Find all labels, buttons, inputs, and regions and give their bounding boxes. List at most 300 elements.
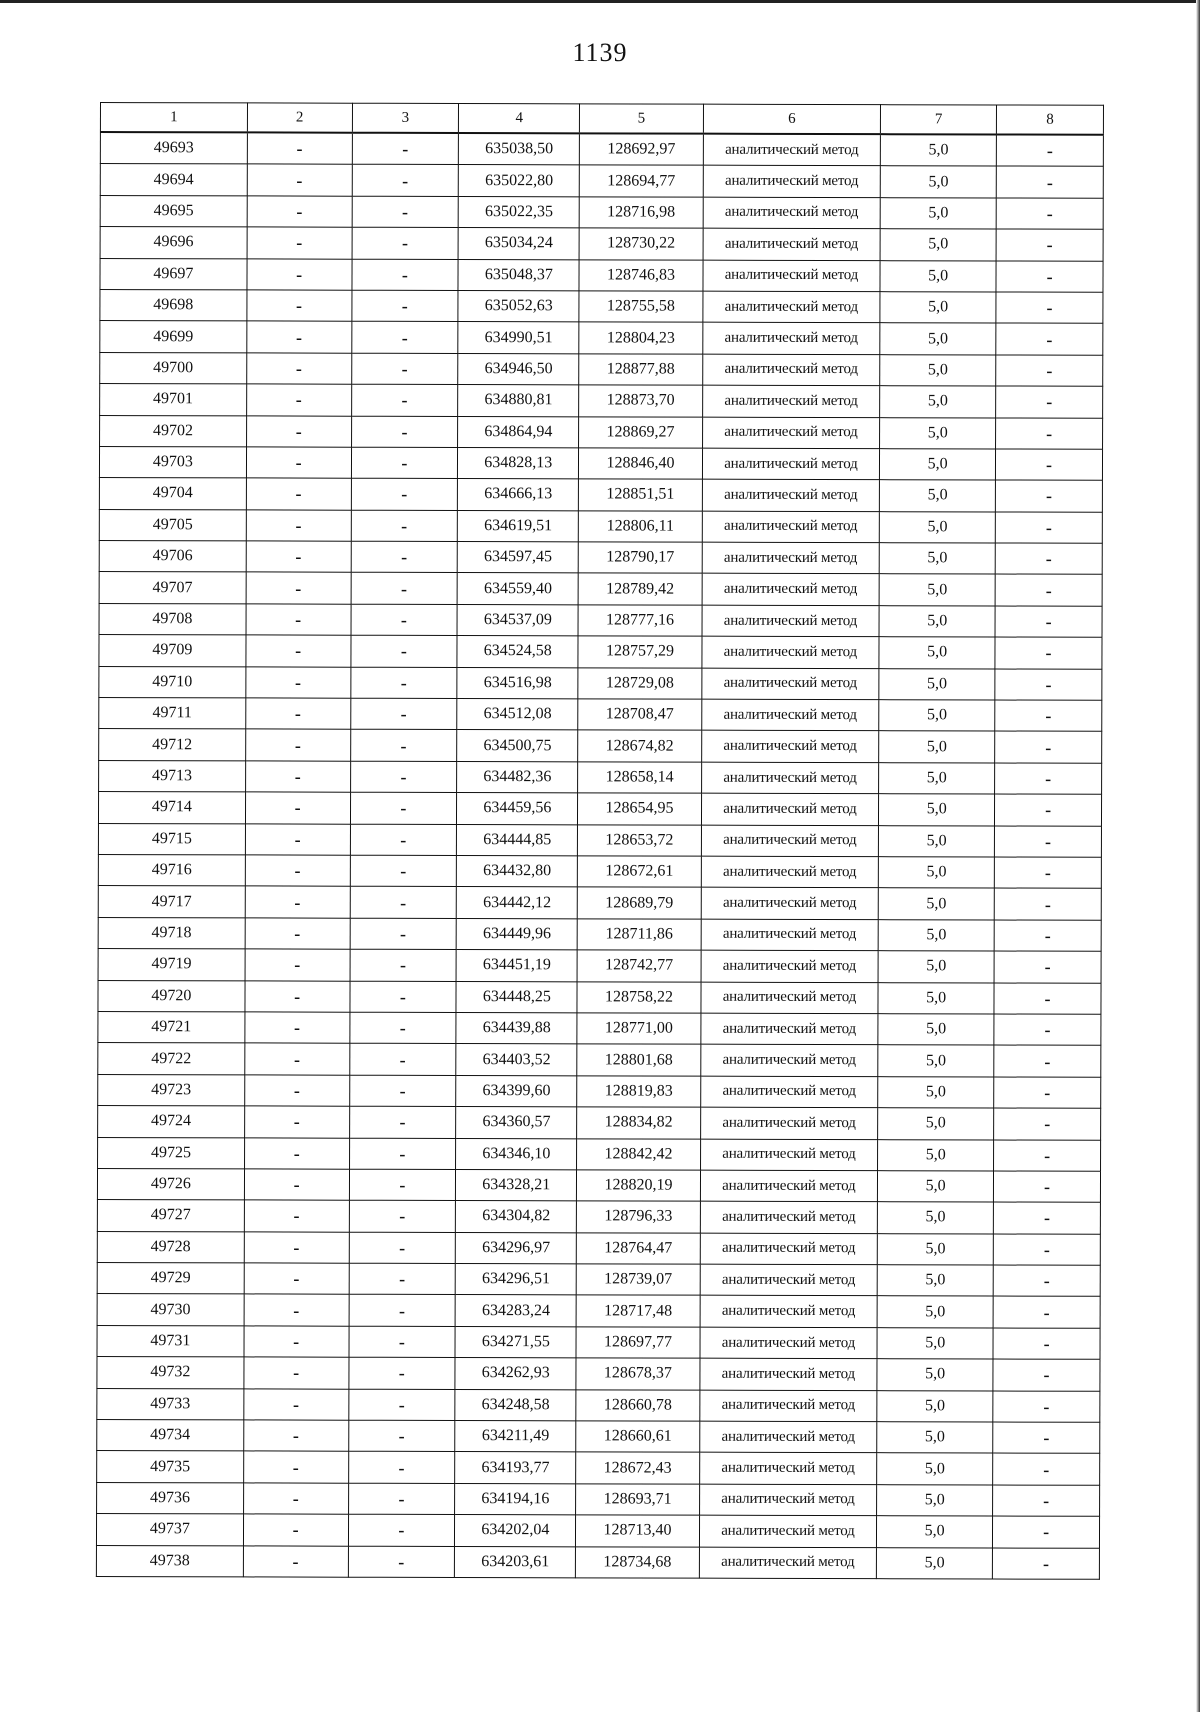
x-coordinate-cell: 634432,80 [457, 855, 578, 887]
col3-value-cell: - [350, 730, 457, 762]
table-row [100, 227, 1103, 261]
col8-value-cell: - [995, 512, 1102, 544]
method-cell: аналитический метод [702, 636, 880, 668]
method-cell: аналитический метод [701, 888, 879, 920]
accuracy-cell: 5,0 [877, 1328, 993, 1360]
col3-value-cell: - [350, 855, 457, 887]
accuracy-cell: 5,0 [879, 668, 995, 700]
col2-value-cell: - [246, 667, 351, 699]
method-cell: аналитический метод [702, 605, 880, 637]
col2-value-cell: - [243, 1483, 348, 1515]
col8-value-cell: - [994, 951, 1101, 983]
table-row [98, 1043, 1101, 1077]
x-coordinate-cell: 634262,93 [455, 1358, 576, 1390]
table-row [99, 572, 1102, 606]
y-coordinate-cell: 128697,77 [576, 1327, 699, 1359]
x-coordinate-cell: 634211,49 [455, 1421, 576, 1453]
col8-value-cell: - [996, 135, 1103, 167]
col3-value-cell: - [349, 1012, 456, 1044]
y-coordinate-cell: 128674,82 [578, 730, 701, 762]
col2-value-cell: - [246, 510, 351, 542]
table-row [98, 917, 1101, 951]
method-cell: аналитический метод [702, 385, 880, 417]
accuracy-cell: 5,0 [880, 417, 996, 449]
y-coordinate-cell: 128842,42 [577, 1138, 700, 1170]
accuracy-cell: 5,0 [880, 449, 996, 481]
col3-value-cell: - [351, 353, 458, 385]
col3-value-cell: - [349, 1044, 456, 1076]
col8-value-cell: - [996, 386, 1103, 418]
point-number-cell: 49712 [99, 729, 246, 761]
y-coordinate-cell: 128801,68 [577, 1044, 700, 1076]
col2-value-cell: - [244, 1106, 349, 1138]
col8-value-cell: - [994, 1202, 1101, 1234]
col3-value-cell: - [348, 1357, 455, 1389]
point-number-cell: 49697 [100, 258, 247, 290]
col3-value-cell: - [348, 1452, 455, 1484]
table-row [99, 446, 1102, 480]
scan-right-edge [1196, 0, 1200, 1712]
col8-value-cell: - [994, 857, 1101, 889]
col3-value-cell: - [349, 981, 456, 1013]
method-cell: аналитический метод [702, 542, 880, 574]
accuracy-cell: 5,0 [878, 919, 994, 951]
accuracy-cell: 5,0 [880, 134, 996, 166]
x-coordinate-cell: 634597,45 [457, 542, 578, 574]
col3-value-cell: - [350, 824, 457, 856]
point-number-cell: 49695 [100, 195, 247, 227]
col2-value-cell: - [246, 572, 351, 604]
x-coordinate-cell: 634666,13 [458, 479, 579, 511]
x-coordinate-cell: 634448,25 [456, 981, 577, 1013]
column-header-6: 6 [703, 104, 881, 134]
accuracy-cell: 5,0 [879, 731, 995, 763]
x-coordinate-cell: 635052,63 [458, 290, 579, 322]
y-coordinate-cell: 128730,22 [579, 228, 702, 260]
col8-value-cell: - [994, 983, 1101, 1015]
col2-value-cell: - [245, 980, 350, 1012]
table-row [100, 132, 1103, 167]
col2-value-cell: - [244, 1294, 349, 1326]
point-number-cell: 49719 [98, 949, 245, 981]
point-number-cell: 49720 [98, 980, 245, 1012]
method-cell: аналитический метод [702, 479, 880, 511]
col3-value-cell: - [350, 792, 457, 824]
col8-value-cell: - [993, 1548, 1100, 1580]
method-cell: аналитический метод [702, 448, 880, 480]
y-coordinate-cell: 128711,86 [578, 919, 701, 951]
col8-value-cell: - [996, 229, 1103, 261]
col2-value-cell: - [243, 1514, 348, 1546]
accuracy-cell: 5,0 [879, 574, 995, 606]
x-coordinate-cell: 634946,50 [458, 353, 579, 385]
method-cell: аналитический метод [703, 228, 881, 260]
col8-value-cell: - [994, 1014, 1101, 1046]
accuracy-cell: 5,0 [880, 480, 996, 512]
table-body [96, 132, 1103, 1579]
accuracy-cell: 5,0 [880, 292, 996, 324]
x-coordinate-cell: 634403,52 [456, 1044, 577, 1076]
point-number-cell: 49723 [98, 1074, 245, 1106]
x-coordinate-cell: 635034,24 [458, 228, 579, 260]
point-number-cell: 49708 [99, 603, 246, 635]
x-coordinate-cell: 634864,94 [458, 416, 579, 448]
x-coordinate-cell: 635022,35 [458, 196, 579, 228]
y-coordinate-cell: 128653,72 [578, 824, 701, 856]
x-coordinate-cell: 634559,40 [457, 573, 578, 605]
col8-value-cell: - [995, 700, 1102, 732]
y-coordinate-cell: 128692,97 [580, 133, 703, 165]
col8-value-cell: - [993, 1234, 1100, 1266]
method-cell: аналитический метод [699, 1390, 877, 1422]
point-number-cell: 49709 [99, 635, 246, 667]
y-coordinate-cell: 128869,27 [579, 416, 702, 448]
y-coordinate-cell: 128777,16 [578, 605, 701, 637]
y-coordinate-cell: 128734,68 [576, 1546, 699, 1578]
x-coordinate-cell: 634449,96 [456, 918, 577, 950]
x-coordinate-cell: 634296,97 [456, 1232, 577, 1264]
accuracy-cell: 5,0 [877, 1484, 993, 1516]
col3-value-cell: - [351, 541, 458, 573]
col3-value-cell: - [350, 667, 457, 699]
x-coordinate-cell: 634444,85 [457, 824, 578, 856]
col3-value-cell: - [351, 259, 458, 291]
point-number-cell: 49699 [100, 321, 247, 353]
table-header [100, 103, 1103, 135]
y-coordinate-cell: 128660,61 [576, 1421, 699, 1453]
col2-value-cell: - [243, 1545, 348, 1577]
col3-value-cell: - [348, 1420, 455, 1452]
accuracy-cell: 5,0 [880, 229, 996, 261]
method-cell: аналитический метод [699, 1547, 877, 1579]
x-coordinate-cell: 634459,56 [457, 793, 578, 825]
accuracy-cell: 5,0 [877, 1265, 993, 1297]
table-row [97, 1200, 1100, 1234]
point-number-cell: 49717 [98, 886, 245, 918]
y-coordinate-cell: 128764,47 [577, 1233, 700, 1265]
accuracy-cell: 5,0 [879, 543, 995, 575]
y-coordinate-cell: 128693,71 [576, 1484, 699, 1516]
method-cell: аналитический метод [699, 1421, 877, 1453]
method-cell: аналитический метод [701, 825, 879, 857]
point-number-cell: 49730 [97, 1294, 244, 1326]
col3-value-cell: - [350, 949, 457, 981]
accuracy-cell: 5,0 [880, 354, 996, 386]
col3-value-cell: - [348, 1483, 455, 1515]
method-cell: аналитический метод [701, 982, 879, 1014]
table-row [100, 258, 1103, 292]
col2-value-cell: - [244, 1420, 349, 1452]
method-cell: аналитический метод [701, 699, 879, 731]
col2-value-cell: - [246, 541, 351, 573]
point-number-cell: 49704 [99, 478, 246, 510]
table-row [98, 980, 1101, 1014]
y-coordinate-cell: 128716,98 [580, 197, 703, 229]
method-cell: аналитический метод [700, 1327, 878, 1359]
col3-value-cell: - [349, 1075, 456, 1107]
accuracy-cell: 5,0 [877, 1547, 993, 1579]
col8-value-cell: - [995, 763, 1102, 795]
accuracy-cell: 5,0 [878, 888, 994, 920]
x-coordinate-cell: 634193,77 [455, 1452, 576, 1484]
point-number-cell: 49716 [98, 854, 245, 886]
x-coordinate-cell: 634482,36 [457, 761, 578, 793]
x-coordinate-cell: 634439,88 [456, 1012, 577, 1044]
table-row [99, 509, 1102, 543]
point-number-cell: 49737 [96, 1514, 243, 1546]
col8-value-cell: - [995, 794, 1102, 826]
col2-value-cell: - [247, 227, 352, 259]
col8-value-cell: - [995, 669, 1102, 701]
table-row [97, 1294, 1100, 1328]
col8-value-cell: - [995, 543, 1102, 575]
col2-value-cell: - [246, 698, 351, 730]
method-cell: аналитический метод [700, 1076, 878, 1108]
col2-value-cell: - [244, 1389, 349, 1421]
x-coordinate-cell: 634346,10 [456, 1138, 577, 1170]
method-cell: аналитический метод [700, 1170, 878, 1202]
table-row [98, 949, 1101, 983]
table-row [98, 1074, 1101, 1108]
table-row [99, 635, 1102, 669]
point-number-cell: 49698 [100, 289, 247, 321]
col2-value-cell: - [247, 164, 352, 196]
col3-value-cell: - [351, 290, 458, 322]
x-coordinate-cell: 634360,57 [456, 1107, 577, 1139]
col8-value-cell: - [994, 1108, 1101, 1140]
col8-value-cell: - [995, 606, 1102, 638]
table-row [100, 164, 1103, 198]
point-number-cell: 49722 [98, 1043, 245, 1075]
x-coordinate-cell: 635048,37 [458, 259, 579, 291]
method-cell: аналитический метод [699, 1484, 877, 1516]
y-coordinate-cell: 128804,23 [579, 322, 702, 354]
col3-value-cell: - [348, 1326, 455, 1358]
method-cell: аналитический метод [702, 323, 880, 355]
scan-top-edge [0, 0, 1200, 3]
table-row [98, 823, 1101, 857]
x-coordinate-cell: 634399,60 [456, 1075, 577, 1107]
table-row [99, 760, 1102, 794]
col8-value-cell: - [993, 1328, 1100, 1360]
col8-value-cell: - [996, 198, 1103, 230]
table-row [97, 1263, 1100, 1297]
col2-value-cell: - [246, 635, 351, 667]
table-row [100, 321, 1103, 355]
table-row [98, 1011, 1101, 1045]
method-cell: аналитический метод [701, 731, 879, 763]
point-number-cell: 49715 [98, 823, 245, 855]
table-row [97, 1231, 1100, 1265]
y-coordinate-cell: 128672,43 [576, 1452, 699, 1484]
accuracy-cell: 5,0 [878, 1076, 994, 1108]
col2-value-cell: - [244, 1263, 349, 1295]
col8-value-cell: - [996, 166, 1103, 198]
method-cell: аналитический метод [703, 166, 881, 198]
point-number-cell: 49738 [96, 1545, 243, 1577]
col8-value-cell: - [993, 1359, 1100, 1391]
point-number-cell: 49694 [100, 164, 247, 196]
y-coordinate-cell: 128660,78 [576, 1389, 699, 1421]
col2-value-cell: - [247, 196, 352, 228]
header-row [100, 103, 1103, 135]
method-cell: аналитический метод [701, 856, 879, 888]
column-header-4: 4 [459, 104, 580, 134]
accuracy-cell: 5,0 [878, 1045, 994, 1077]
table-row [98, 886, 1101, 920]
method-cell: аналитический метод [703, 197, 881, 229]
x-coordinate-cell: 634283,24 [455, 1295, 576, 1327]
x-coordinate-cell: 634296,51 [455, 1264, 576, 1296]
point-number-cell: 49728 [97, 1231, 244, 1263]
accuracy-cell: 5,0 [877, 1359, 993, 1391]
point-number-cell: 49725 [98, 1137, 245, 1169]
point-number-cell: 49700 [100, 352, 247, 384]
y-coordinate-cell: 128654,95 [578, 793, 701, 825]
col3-value-cell: - [349, 1106, 456, 1138]
col2-value-cell: - [246, 384, 351, 416]
col2-value-cell: - [245, 1043, 350, 1075]
col2-value-cell: - [245, 949, 350, 981]
point-number-cell: 49703 [99, 446, 246, 478]
y-coordinate-cell: 128846,40 [579, 448, 702, 480]
col3-value-cell: - [351, 604, 458, 636]
x-coordinate-cell: 634828,13 [458, 447, 579, 479]
y-coordinate-cell: 128713,40 [576, 1515, 699, 1547]
point-number-cell: 49735 [97, 1451, 244, 1483]
page-number: 1139 [572, 38, 628, 67]
accuracy-cell: 5,0 [877, 1233, 993, 1265]
x-coordinate-cell: 635022,80 [459, 165, 580, 197]
y-coordinate-cell: 128742,77 [577, 950, 700, 982]
point-number-cell: 49714 [98, 792, 245, 824]
accuracy-cell: 5,0 [879, 700, 995, 732]
accuracy-cell: 5,0 [880, 386, 996, 418]
x-coordinate-cell: 634328,21 [456, 1169, 577, 1201]
col2-value-cell: - [243, 1451, 348, 1483]
x-coordinate-cell: 634194,16 [455, 1483, 576, 1515]
table-row [99, 603, 1102, 637]
col3-value-cell: - [351, 510, 458, 542]
method-cell: аналитический метод [700, 1296, 878, 1328]
col2-value-cell: - [247, 321, 352, 353]
col3-value-cell: - [351, 573, 458, 605]
method-cell: аналитический метод [700, 1139, 878, 1171]
table-row [98, 792, 1101, 826]
y-coordinate-cell: 128851,51 [579, 479, 702, 511]
accuracy-cell: 5,0 [877, 1422, 993, 1454]
col3-value-cell: - [352, 133, 459, 165]
accuracy-cell: 5,0 [878, 1014, 994, 1046]
col8-value-cell: - [994, 1045, 1101, 1077]
table-row [96, 1514, 1099, 1548]
col3-value-cell: - [349, 1263, 456, 1295]
col2-value-cell: - [247, 290, 352, 322]
col8-value-cell: - [993, 1422, 1100, 1454]
col3-value-cell: - [351, 478, 458, 510]
table-row [97, 1388, 1100, 1422]
accuracy-cell: 5,0 [877, 1296, 993, 1328]
col2-value-cell: - [244, 1200, 349, 1232]
point-number-cell: 49696 [100, 227, 247, 259]
column-header-5: 5 [580, 104, 703, 134]
col8-value-cell: - [994, 888, 1101, 920]
y-coordinate-cell: 128694,77 [580, 165, 703, 197]
y-coordinate-cell: 128708,47 [578, 699, 701, 731]
col8-value-cell: - [996, 261, 1103, 293]
point-number-cell: 49706 [99, 541, 246, 573]
accuracy-cell: 5,0 [879, 825, 995, 857]
col2-value-cell: - [244, 1357, 349, 1389]
col3-value-cell: - [350, 887, 457, 919]
col8-value-cell: - [996, 323, 1103, 355]
column-header-1: 1 [100, 103, 247, 133]
method-cell: аналитический метод [702, 417, 880, 449]
point-number-cell: 49733 [97, 1388, 244, 1420]
y-coordinate-cell: 128757,29 [578, 636, 701, 668]
table-row [97, 1451, 1100, 1485]
point-number-cell: 49732 [97, 1357, 244, 1389]
method-cell: аналитический метод [702, 574, 880, 606]
point-number-cell: 49721 [98, 1011, 245, 1043]
table-row [97, 1168, 1100, 1202]
accuracy-cell: 5,0 [878, 1202, 994, 1234]
table-row [100, 415, 1103, 449]
col2-value-cell: - [246, 604, 351, 636]
table-row [100, 195, 1103, 229]
accuracy-cell: 5,0 [880, 166, 996, 198]
accuracy-cell: 5,0 [880, 323, 996, 355]
point-number-cell: 49736 [97, 1482, 244, 1514]
col8-value-cell: - [993, 1265, 1100, 1297]
point-number-cell: 49702 [100, 415, 247, 447]
method-cell: аналитический метод [701, 950, 879, 982]
point-number-cell: 49707 [99, 572, 246, 604]
col8-value-cell: - [996, 449, 1103, 481]
col3-value-cell: - [348, 1389, 455, 1421]
x-coordinate-cell: 634524,58 [457, 636, 578, 668]
y-coordinate-cell: 128877,88 [579, 354, 702, 386]
x-coordinate-cell: 634500,75 [457, 730, 578, 762]
col2-value-cell: - [245, 855, 350, 887]
x-coordinate-cell: 634203,61 [455, 1546, 576, 1578]
col2-value-cell: - [245, 792, 350, 824]
method-cell: аналитический метод [701, 668, 879, 700]
col3-value-cell: - [351, 384, 458, 416]
y-coordinate-cell: 128806,11 [579, 511, 702, 543]
col3-value-cell: - [349, 1169, 456, 1201]
table-row [99, 541, 1102, 575]
x-coordinate-cell: 634202,04 [455, 1515, 576, 1547]
y-coordinate-cell: 128746,83 [579, 259, 702, 291]
table-row [100, 384, 1103, 418]
col8-value-cell: - [993, 1391, 1100, 1423]
method-cell: аналитический метод [699, 1358, 877, 1390]
table-row [97, 1420, 1100, 1454]
column-header-7: 7 [881, 105, 997, 135]
accuracy-cell: 5,0 [877, 1390, 993, 1422]
y-coordinate-cell: 128771,00 [577, 1013, 700, 1045]
col2-value-cell: - [246, 447, 351, 479]
col3-value-cell: - [348, 1514, 455, 1546]
table-row [97, 1357, 1100, 1391]
method-cell: аналитический метод [700, 1013, 878, 1045]
y-coordinate-cell: 128729,08 [578, 667, 701, 699]
table-row [99, 478, 1102, 512]
col8-value-cell: - [996, 418, 1103, 450]
method-cell: аналитический метод [699, 1515, 877, 1547]
point-number-cell: 49701 [100, 384, 247, 416]
